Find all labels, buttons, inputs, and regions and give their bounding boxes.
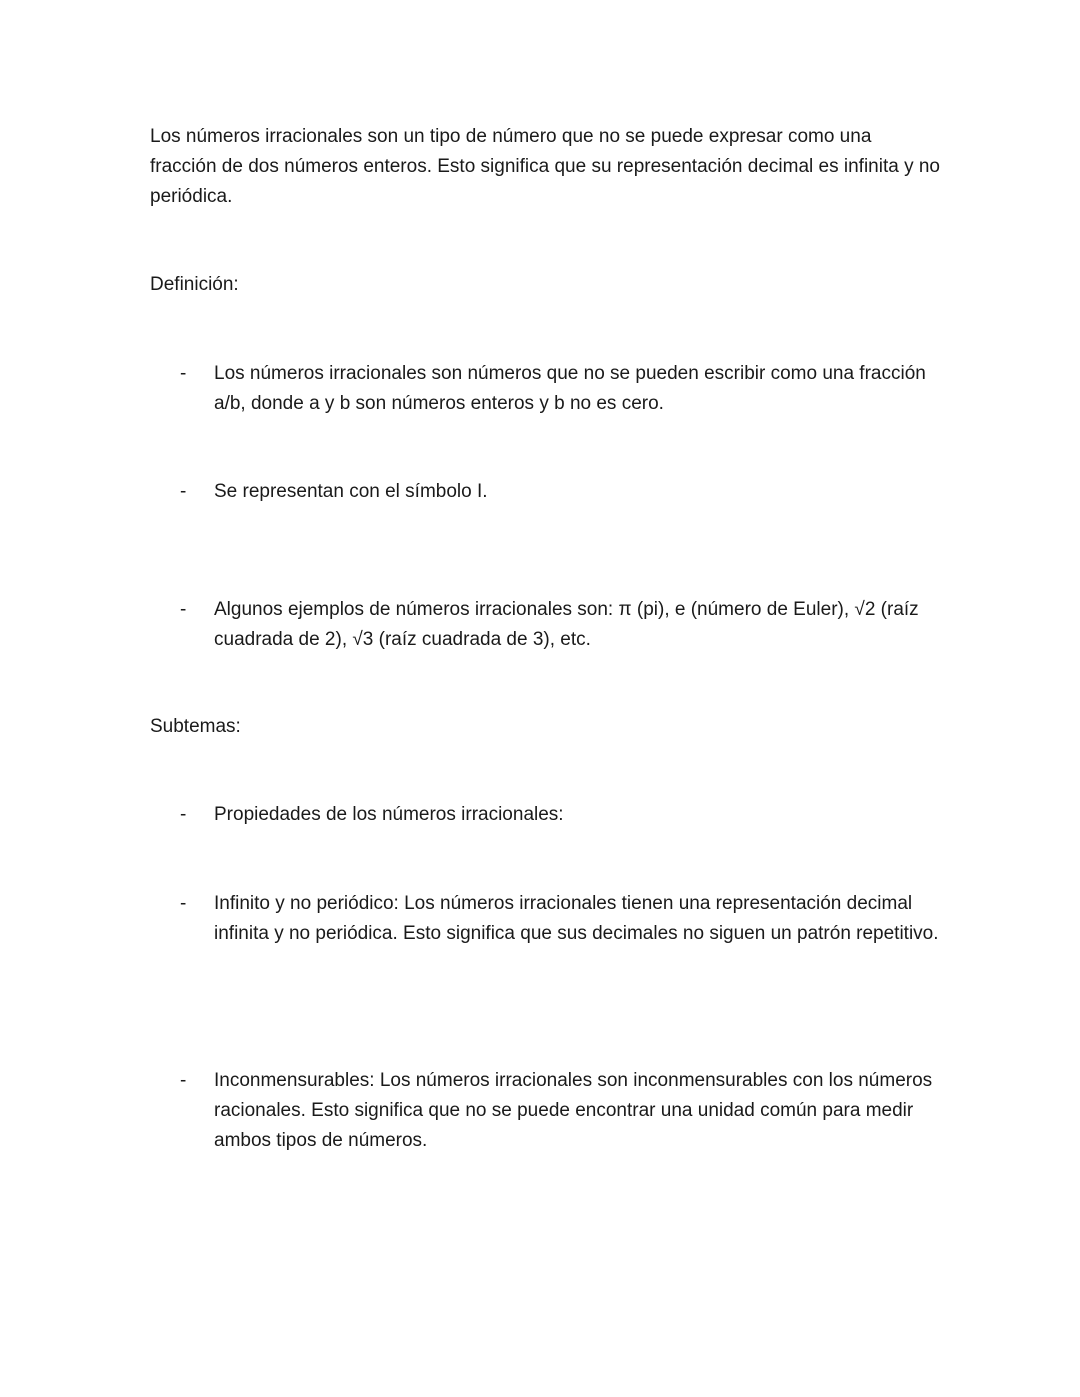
definition-item-text: Se representan con el símbolo I.: [214, 481, 488, 502]
subtopic-item: [180, 1066, 940, 1156]
bullet-dash: -: [180, 363, 187, 384]
subtopic-item-text: Propiedades de los números irracionales:: [214, 804, 564, 825]
definition-item: [180, 359, 940, 419]
definition-item-text: Los números irracionales son números que no se pueden escribir como una fracción a/b, donde a y b son números enteros y b no es cero.: [214, 363, 926, 414]
subtopic-item: [180, 800, 940, 830]
definition-item: [180, 595, 940, 655]
bullet-dash: -: [180, 804, 187, 825]
definition-heading: Definición:: [150, 274, 239, 295]
definition-item: [180, 477, 940, 507]
bullet-dash: -: [180, 893, 187, 914]
bullet-dash: -: [180, 599, 187, 620]
bullet-dash: -: [180, 1070, 187, 1091]
definition-item-text: Algunos ejemplos de números irracionales son: π (pi), e (número de Euler), √2 (raíz cuadrada de 2), √3 (raíz cuadrada de 3), etc.: [214, 599, 919, 650]
intro-paragraph: Los números irracionales son un tipo de número que no se puede expresar como una fracción de dos números enteros. Esto significa que su representación decimal es infinita y no periódica.: [150, 126, 940, 207]
subtopic-item: [180, 889, 940, 949]
subtopics-heading: Subtemas:: [150, 716, 241, 737]
bullet-dash: -: [180, 481, 187, 502]
subtopic-item-text: Inconmensurables: Los números irracionales son inconmensurables con los números racionales. Esto significa que no se puede encontrar una unidad común para medir ambos tipos de números.: [214, 1070, 933, 1151]
subtopic-item-text: Infinito y no periódico: Los números irracionales tienen una representación decimal infinita y no periódica. Esto significa que sus decimales no siguen un patrón repetitivo.: [214, 893, 939, 944]
